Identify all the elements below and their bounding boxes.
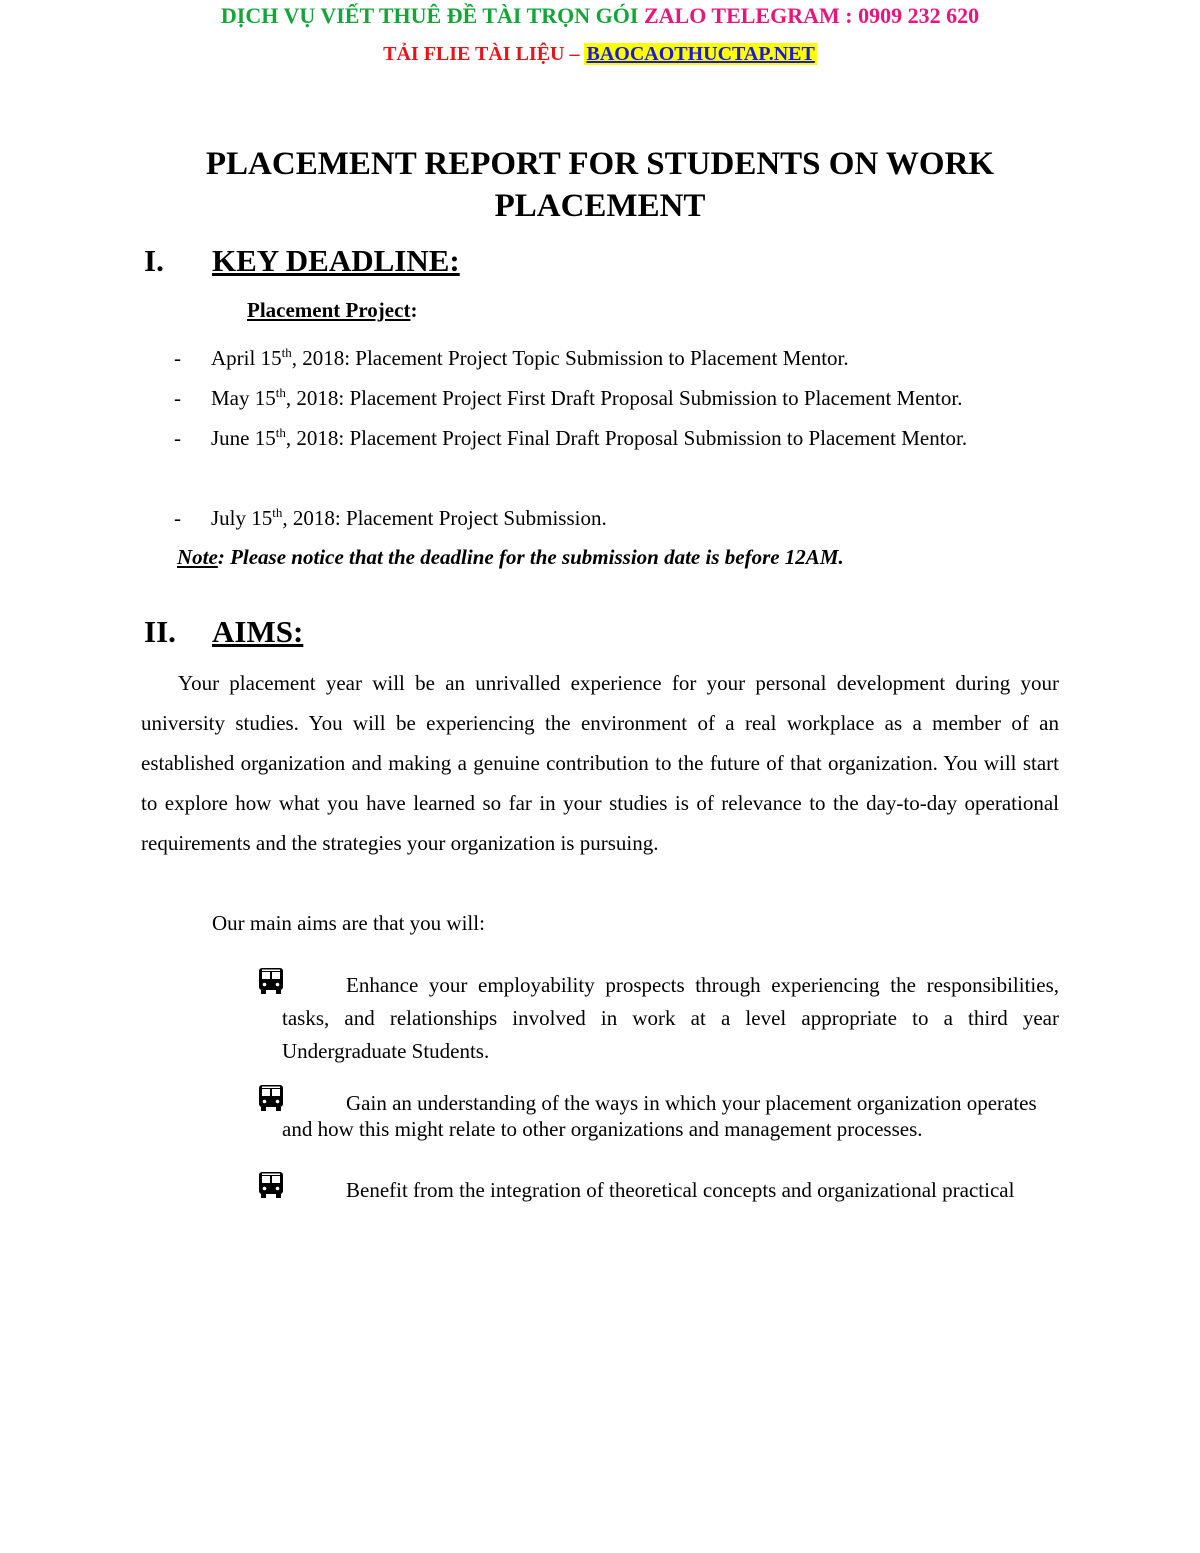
- note-text: : Please notice that the deadline for the submission date is before 12AM.: [217, 545, 844, 569]
- aim-text: Gain an understanding of the ways in which your placement organization operates and how this might relate to other organizations and management processes.: [282, 1091, 1037, 1141]
- section-number: I.: [144, 243, 164, 278]
- ordinal-suffix: th: [272, 505, 283, 520]
- note-label: Note: [177, 545, 218, 569]
- list-dash: -: [174, 506, 181, 530]
- deadline-description: , 2018: Placement Project First Draft Proposal Submission to Placement Mentor.: [285, 386, 963, 410]
- deadline-description: , 2018: Placement Project Final Draft Proposal Submission to Placement Mentor.: [285, 426, 968, 450]
- section-heading-key-deadline: [144, 243, 460, 279]
- aim-item: [256, 966, 1059, 1068]
- bus-icon: [256, 1083, 286, 1118]
- deadline-date: July 15: [211, 506, 273, 530]
- section-heading-aims: [144, 614, 303, 650]
- aims-paragraph: Your placement year will be an unrivalled experience for your personal development during your university studies. You will be experiencing the environment of a real workplace as a member of an established organization and making a genuine contribution to the future of that organization. You will start to explore how what you have learned so far in your studies is of relevance to the day-to-day operational requirements and the strategies your organization is pursuing.: [141, 671, 1059, 855]
- deadline-description: , 2018: Placement Project Topic Submission to Placement Mentor.: [291, 346, 849, 370]
- banner-service-text: DỊCH VỤ VIẾT THUÊ ĐỀ TÀI TRỌN GÓI: [220, 3, 639, 28]
- deadline-date: June 15: [211, 426, 276, 450]
- banner-line-1: [0, 2, 1200, 30]
- placement-project-subheading: [247, 298, 417, 323]
- deadline-item: [174, 341, 1034, 375]
- banner-download-text: TẢI FLIE TÀI LIỆU –: [383, 43, 580, 65]
- ordinal-suffix: th: [275, 385, 286, 400]
- banner-line-2: [0, 41, 1200, 67]
- ordinal-suffix: th: [275, 425, 286, 440]
- bus-icon: [256, 1170, 286, 1205]
- list-dash: -: [174, 426, 181, 450]
- aims-intro: Our main aims are that you will:: [212, 911, 485, 935]
- deadline-date: May 15: [211, 386, 276, 410]
- deadline-note: [177, 545, 844, 570]
- aim-text: Enhance your employability prospects through experiencing the responsibilities, tasks, and relationships involved in work at a level appropriate to a third year Undergraduate Students.: [282, 973, 1059, 1063]
- aim-text: Benefit from the integration of theoretical concepts and organizational practical: [346, 1178, 1015, 1202]
- section-title: AIMS:: [212, 614, 304, 649]
- deadline-item: [174, 381, 1034, 415]
- section-number: II.: [144, 614, 176, 649]
- banner-contact-text: ZALO TELEGRAM : 0909 232 620: [643, 3, 980, 28]
- ordinal-suffix: th: [281, 345, 292, 360]
- aim-item: [256, 1083, 1059, 1142]
- subheading-colon: :: [410, 298, 418, 322]
- list-dash: -: [174, 386, 181, 410]
- bus-icon: [256, 966, 286, 1001]
- list-dash: -: [174, 346, 181, 370]
- aim-item: [256, 1170, 1059, 1203]
- deadline-item: [174, 501, 1034, 535]
- deadline-item: [174, 421, 984, 455]
- section-title: KEY DEADLINE:: [212, 243, 460, 278]
- banner-website-link[interactable]: BAOCAOTHUCTAP.NET: [586, 43, 815, 65]
- deadline-description: , 2018: Placement Project Submission.: [282, 506, 607, 530]
- deadline-date: April 15: [211, 346, 282, 370]
- subheading-text: Placement Project: [247, 298, 411, 322]
- document-title: PLACEMENT REPORT FOR STUDENTS ON WORK PLACEMENT: [205, 146, 995, 224]
